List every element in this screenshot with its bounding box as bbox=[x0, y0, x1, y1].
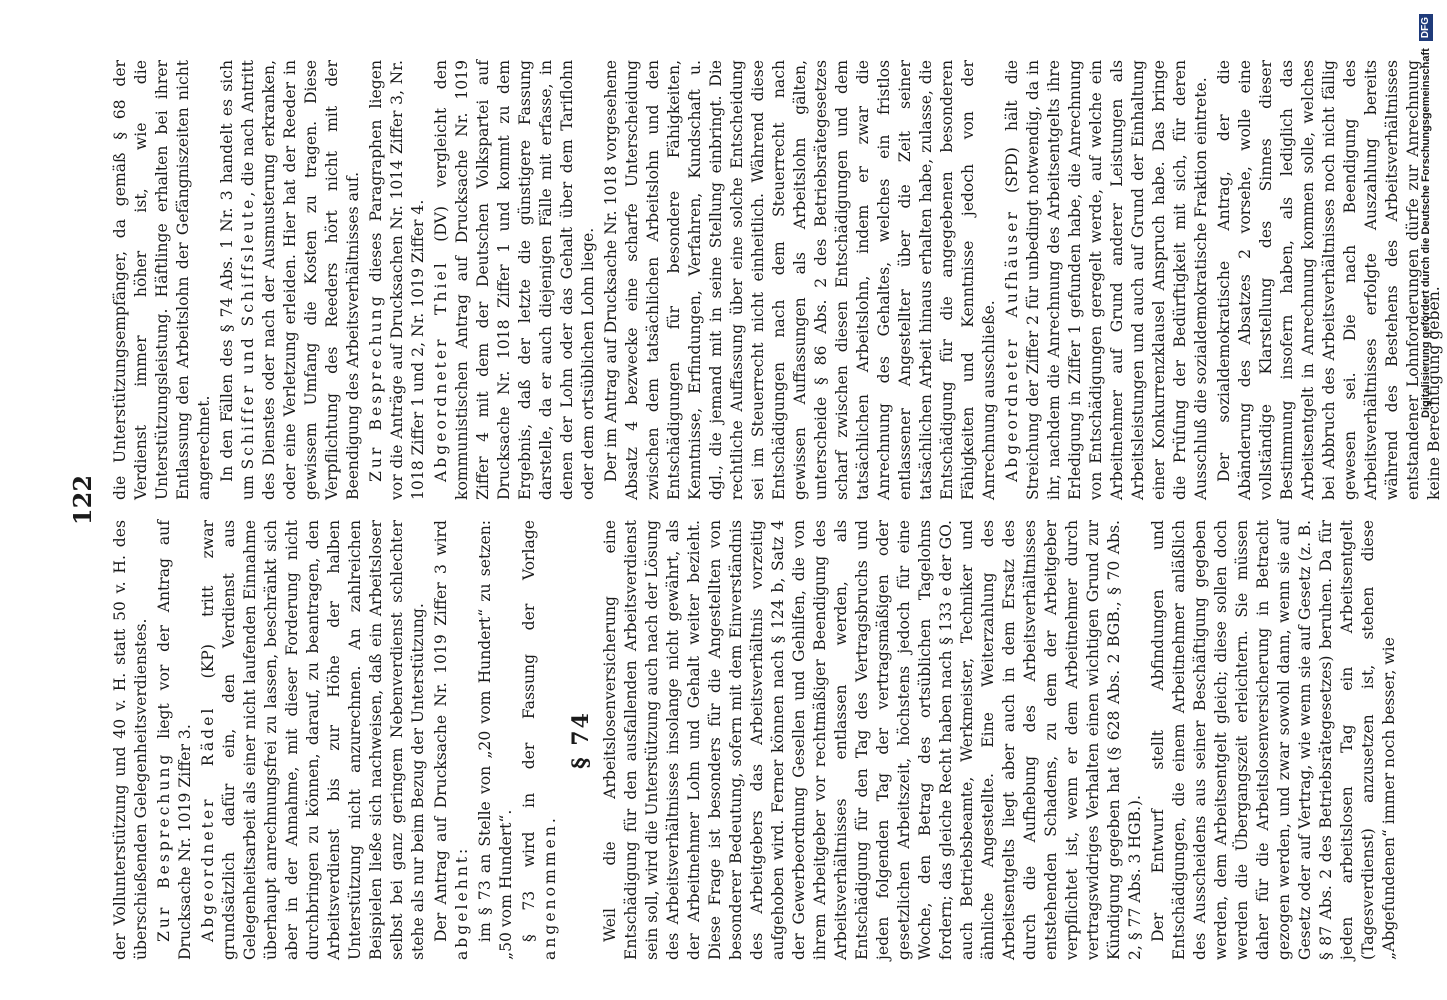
spaced-lead: Zur Besprechung bbox=[155, 751, 173, 942]
left-column bbox=[110, 520, 1402, 960]
spaced-word: angenommen. bbox=[541, 815, 559, 960]
right-column bbox=[110, 60, 1447, 500]
dfg-logo: DFG bbox=[1419, 14, 1433, 41]
paragraph: im § 73 an Stelle von „20 vom Hundert“ zu setzen: „50 vom Hundert“. bbox=[476, 520, 515, 960]
spaced-word: Schiffer und Schiffsleute bbox=[239, 196, 257, 470]
section-heading: § 74 bbox=[568, 711, 594, 769]
paragraph bbox=[1002, 60, 1212, 500]
paragraph: Der im Antrag auf Drucksache Nr. 1018 vorgesehene Absatz 4 bezwecke eine scharfe Unterscheidung zwischen dem tatsächlichen Arbeitslohn und den Entschädigungen für besondere Fähigkeiten, Kenntnisse, Erfindungen, Verfahren, Kundschaft u. dgl., die jemand mit in seine Stellung einbringt. Die rechtliche Auffassung über eine solche Entscheidung sei im Steuerrecht nicht einheitlich. Während diese Entschädigungen nach dem Steuerrecht nach gewissen Auffassungen als Arbeitslohn gälten, unterscheide § 86 Abs. 2 des Betriebsrätegesetzes scharf zwischen diesen Entschädigungen und dem tatsächlichen Arbeitslohn, indem er zwar die Anrechnung des Gehaltes, welches ein fristlos entlassener Angestellter über die Zeit seiner tatsächlichen Arbeit hinaus erhalten habe, zulasse, die Entschädigung für die angegebenen besonderen Fähigkeiten und Kenntnisse jedoch von der Anrechnung ausschließe. bbox=[602, 60, 998, 500]
digitization-credit bbox=[1414, 0, 1438, 1000]
spaced-word: abgelehnt: bbox=[453, 845, 471, 960]
credit-text: Digitalisierung gefördert durch die Deutsche Forschungsgemeinschaft bbox=[1420, 48, 1432, 418]
paragraph bbox=[217, 60, 364, 500]
paragraph: die Unterstützungsempfänger, da gemäß § 68 der Verdienst immer höher ist, wie die Unterstützungsleistung. Häftlinge erhalten bei ihrer Entlassung den Arbeitslohn der Gefängniszeiten nicht angerechnet. bbox=[111, 60, 213, 500]
paragraph-text: § 73 wird in der Fassung der Vorlage bbox=[520, 520, 538, 942]
speaker-name: Abgeordneter Rädel bbox=[199, 705, 217, 942]
paragraph-text: In den Fällen des § 74 Abs. 1 Nr. 3 handelt es sich um bbox=[218, 60, 257, 500]
paragraph: Weil die Arbeitslosenversicherung eine Entschädigung für den ausfallenden Arbeitsverdienst sein soll, wird die Unterstützung auch nach der Lösung des Arbeitsverhältnisses insolange nicht gewährt, als der Arbeitnehmer Lohn und Gehalt weiter bezieht. Diese Frage ist besonders für die Angestellten von besonderer Bedeutung, sofern mit dem Einverständnis des Arbeitgebers das Arbeitsverhältnis vorzeitig aufgehoben wird. Ferner können nach § 124 b, Satz 4 der Gewerbeordnung Gesellen und Gehilfen, die von ihrem Arbeitgeber vor rechtmäßiger Beendigung des Arbeitsverhältnisses entlassen werden, als Entschädigung für den Tag des Vertragsbruchs und jeden folgenden Tag der vertragsmäßigen oder gesetzlichen Arbeitszeit, höchstens jedoch für eine Woche, den Betrag des ortsüblichen Tagelohns fordern; das gleiche Recht haben nach § 133 e der GO. auch Betriebsbeamte, Werkmeister, Techniker und ähnliche Angestellte. Eine Weiterzahlung des Arbeitsentgelts liegt aber auch in dem Ersatz des durch die Aufhebung des Arbeitsverhältnisses entstehenden Schadens, zu dem der Arbeitgeber verpflichtet ist, wenn er dem Arbeitnehmer durch vertragswidriges Verhalten einen wichtigen Grund zur Kündigung gegeben hat (§ 628 Abs. 2 BGB., § 70 Abs. 2, § 77 Abs. 3 HGB.). bbox=[601, 520, 1144, 960]
paragraph bbox=[519, 520, 561, 960]
paragraph: Der sozialdemokratische Antrag, der die Abänderung des Absatzes 2 vorsehe, wolle eine vollständige Klarstellung des Sinnes dieser Bestimmung insofern haben, als lediglich das Arbeitsentgelt in Anrechnung kommen solle, welches bei Abbruch des Arbeitsverhältnisses noch nicht fällig gewesen sei. Die nach Beendigung des Arbeitsverhältnisses erfolgte Auszahlung bereits während des Bestehens des Arbeitsverhältnisses entstandener Lohnforderungen dürfe zur Anrechnung keine Berechtigung geben. bbox=[1215, 60, 1443, 500]
paragraph bbox=[366, 60, 429, 500]
paragraph-text: dieses Paragraphen liegen vor die Anträge auf Drucksachen Nr. 1014 Ziffer 3, Nr. 1018 Ziffer 1 und 2, Nr. 1019 Ziffer 4. bbox=[367, 60, 427, 500]
speaker-name: Abgeordneter Thiel bbox=[432, 260, 450, 482]
paragraph-text: (KP) tritt zwar grundsätzlich dafür ein, den Verdienst aus Gelegenheitsarbeit als einer nicht laufenden Einnahme überhaupt anrechnungsfrei zu lassen, beschränkt sich aber in der Annahme, mit dieser Forderung nicht durchbringen zu können, darauf, zu beantragen, den Arbeitsverdienst bis zur Höhe der halben Unterstützung nicht anzurechnen. An zahlreichen Beispielen ließe sich nachweisen, daß ein Arbeitsloser selbst bei ganz geringem Nebenverdienst schlechter stehe als nur beim Bezug der Unterstützung. bbox=[199, 520, 427, 960]
speaker-name: Abgeordneter Aufhäuser bbox=[1003, 209, 1021, 482]
paragraph-text: , die nach Antritt des Dienstes oder nach der Ausmusterung erkranken, oder eine Verletzung erleiden. Hier hat der Reeder in gewissem Umfang die Kosten zu tragen. Diese Verpflichtung des Reeders hört nicht mit der Beendigung des Arbeitsverhältnisses auf. bbox=[239, 59, 362, 500]
paragraph-text: Der Antrag auf Drucksache Nr. 1019 Ziffer 3 wird bbox=[432, 520, 450, 942]
paragraph bbox=[154, 520, 196, 960]
paragraph bbox=[198, 520, 429, 960]
spaced-lead: Zur Besprechung bbox=[367, 293, 385, 482]
paragraph: der Vollunterstützung und 40 v. H. statt 50 v. H. des überschießenden Gelegenheitsverdienstes. bbox=[111, 520, 150, 960]
page-number: 122 bbox=[68, 474, 97, 526]
paragraph: Der Entwurf stellt Abfindungen und Entschädigungen, die einem Arbeitnehmer anläßlich des Ausscheidens aus seiner Beschäftigung gegeben werden, dem Arbeitsentgelt gleich; diese sollen doch werden die Übergangszeit erleichtern. Sie müssen daher für die Arbeitslosenversicherung in Betracht gezogen werden, und zwar sowohl dann, wenn sie auf Gesetz oder auf Vertrag, wie wenn sie auf Gesetz (z. B. § 87 Abs. 2 des Betriebsrätegesetzes) beruhen. Da für jeden arbeitslosen Tag ein Arbeitsentgelt (Tagesverdienst) anzusetzen ist, stehen diese „Abgefundenen“ immer noch besser, wie bbox=[1149, 520, 1398, 960]
paragraph-text: liegt vor der Antrag auf Drucksache Nr. 1019 Ziffer 3. bbox=[155, 520, 194, 960]
paragraph-text: (SPD) hält die Streichung der Ziffer 2 für unbedingt notwendig, da in ihr, nachdem die Anrechnung des Arbeitsentgelts ihre Erledigung in Ziffer 1 gefunden habe, die Anrechnung von Entschädigungen geregelt werde, auf welche ein Arbeitnehmer auf Grund anderer Leistungen als Arbeitsleistungen und auch auf Grund der Einhaltung einer Konkurrenzklausel Anspruch habe. Das bringe die Prüfung der Bedürftigkeit mit sich, für deren Ausschluß die sozialdemokratische Fraktion eintrete. bbox=[1003, 60, 1210, 500]
paragraph bbox=[431, 60, 599, 500]
paragraph bbox=[431, 520, 473, 960]
paragraph-text: (DV) vergleicht den kommunistischen Antrag auf Drucksache Nr. 1019 Ziffer 4 mit dem der Deutschen Volkspartei auf Drucksache Nr. 1018 Ziffer 1 und kommt zu dem Ergebnis, daß der letzte die günstigere Fassung darstelle, da er auch diejenigen Fälle mit erfasse, in denen der Lohn oder das Gehalt über dem Tariflohn oder dem ortsüblichen Lohn liege. bbox=[432, 60, 597, 500]
digitization-credit-strip bbox=[1410, 0, 1434, 1000]
